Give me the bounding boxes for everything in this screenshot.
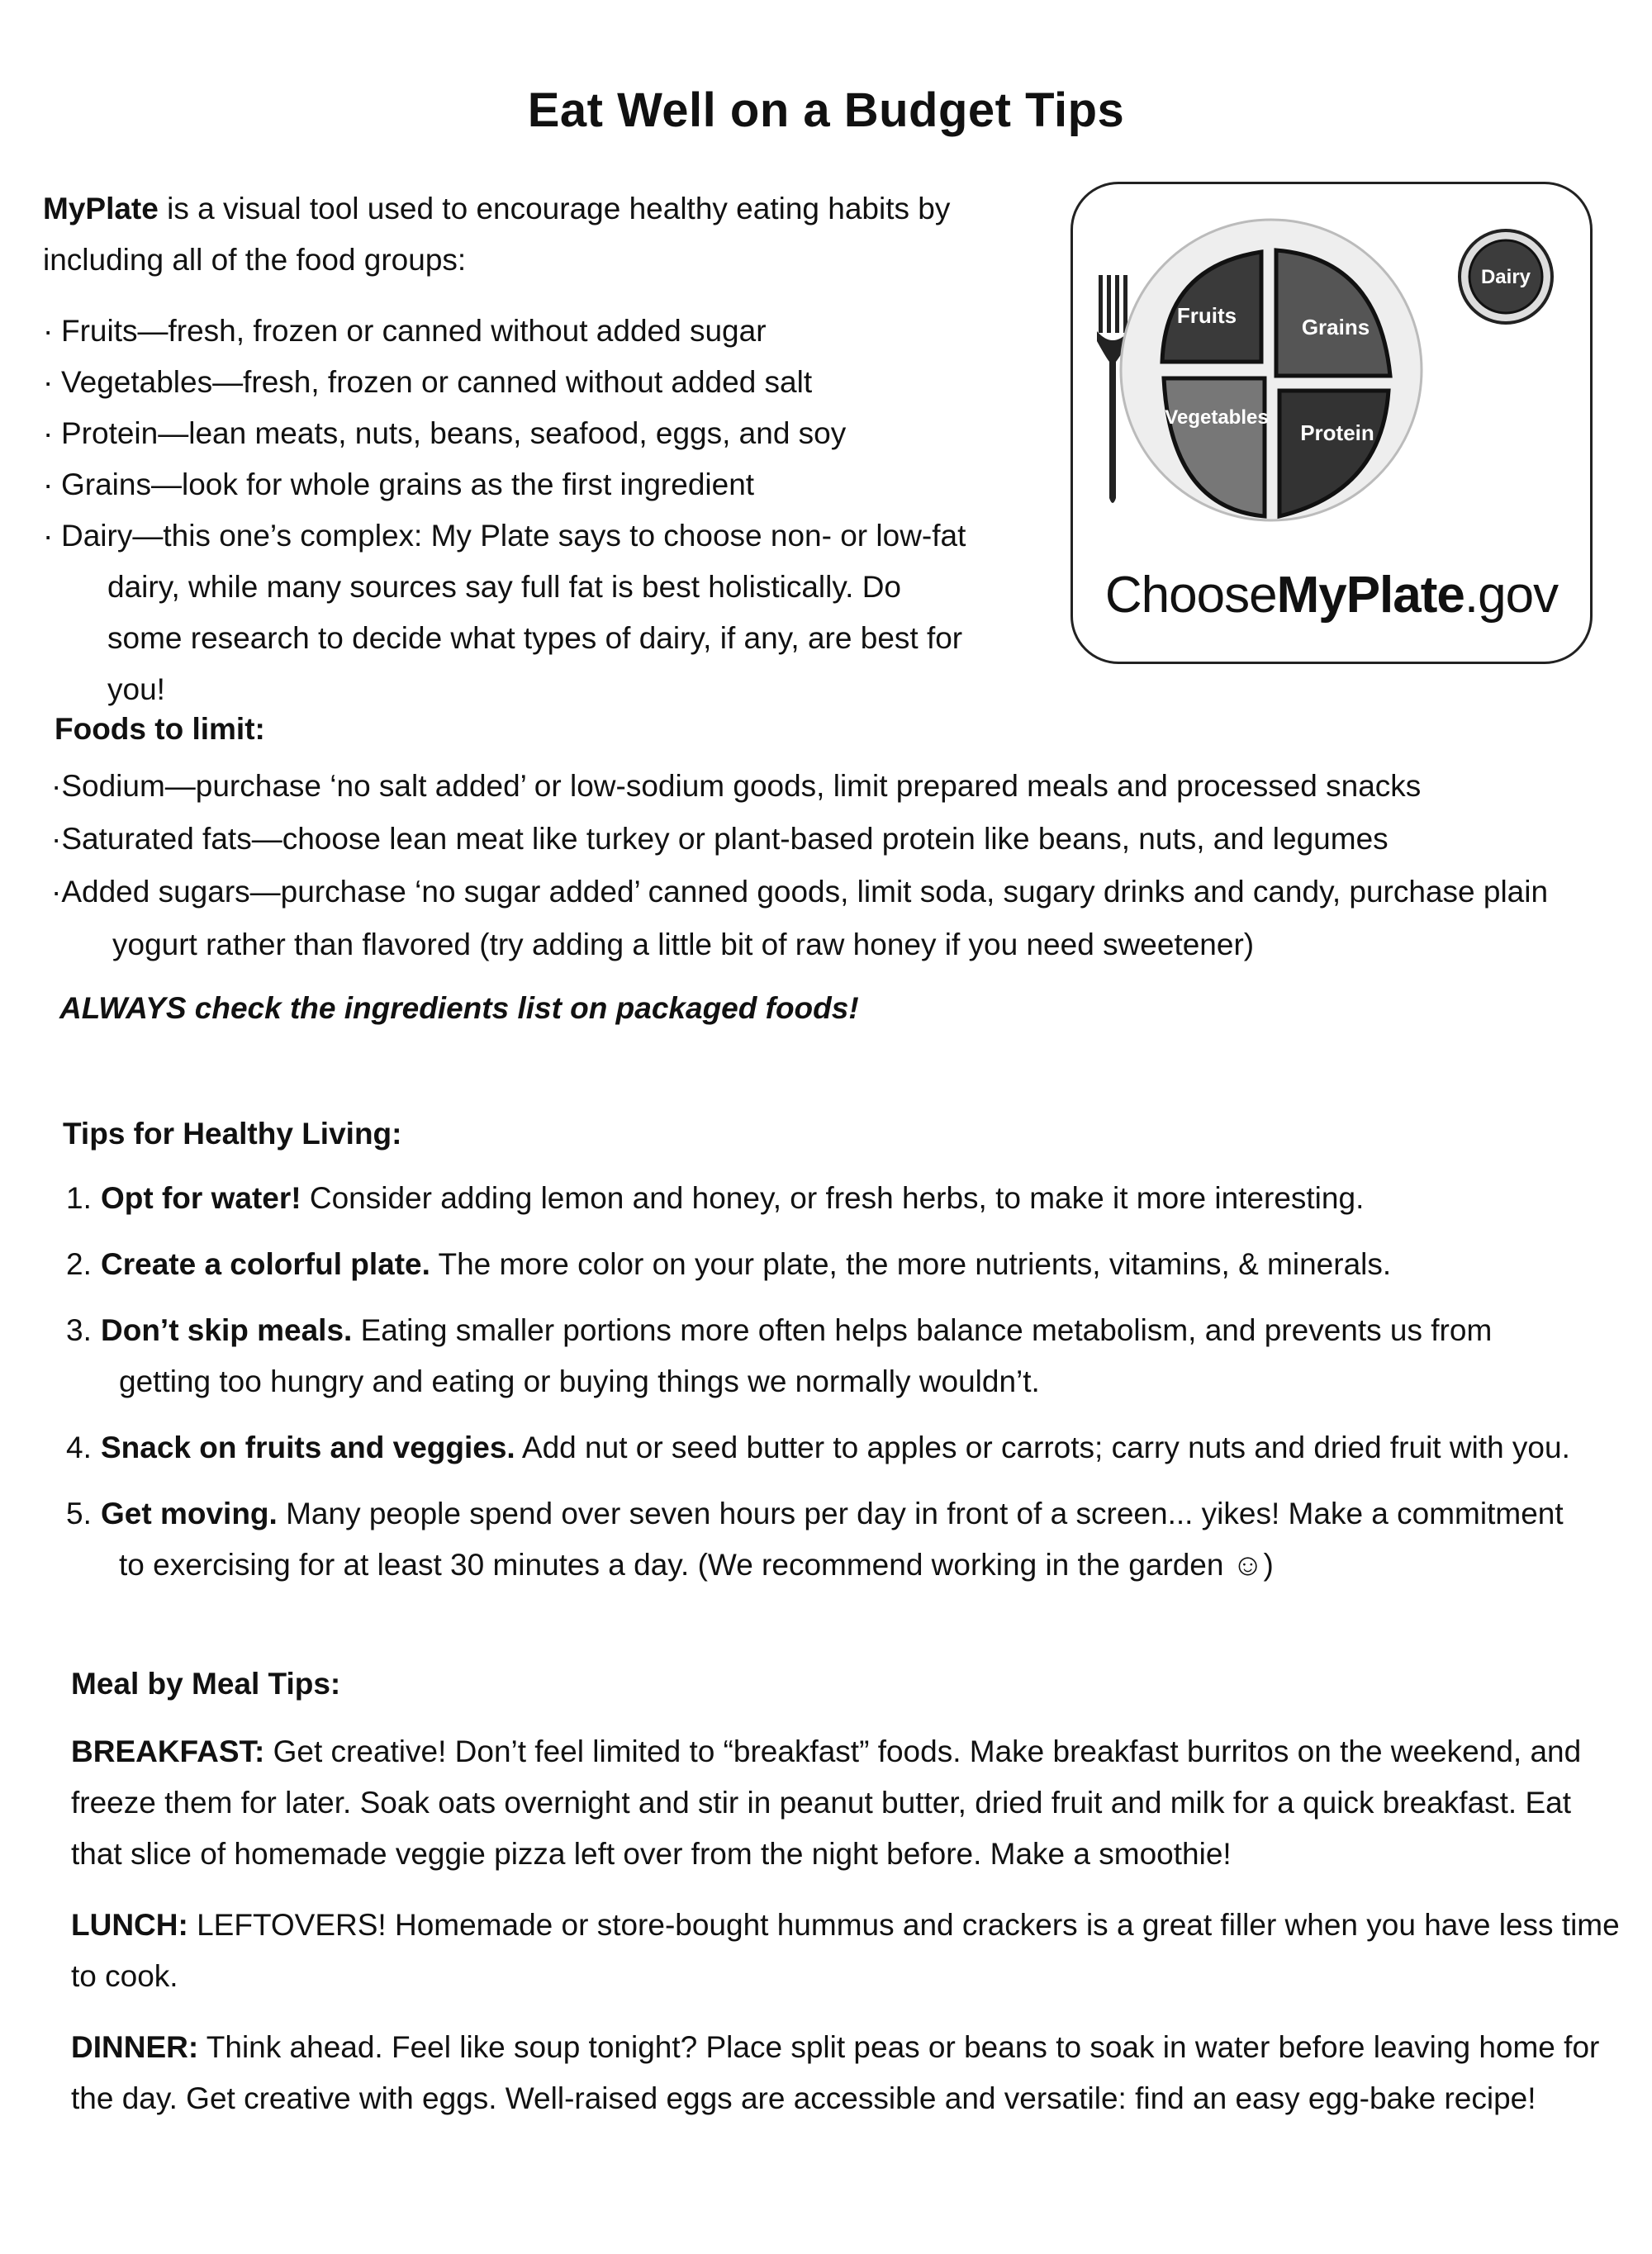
tip-item: 3. Don’t skip meals. Eating smaller portions more often helps balance metabolism, and prevents us from getting too hungry and eating or buying things we normally wouldn’t. <box>66 1313 1493 1398</box>
food-group-item: · Vegetables—fresh, frozen or canned without added salt <box>43 365 813 399</box>
meal-tips-heading: Meal by Meal Tips: <box>71 1667 341 1701</box>
foods-to-limit-heading: Foods to limit: <box>55 712 265 746</box>
dinner-tip: DINNER: Think ahead. Feel like soup tonight? Place split peas or beans to soak in water before leaving home for the day. Get creative with eggs. Well-raised eggs are accessible and versatile: find an easy egg-bake recipe! <box>71 2030 1600 2115</box>
limit-item: ·Added sugars—purchase ‘no sugar added’ canned goods, limit soda, sugary drinks and candy, purchase plain <box>51 875 1549 909</box>
food-group-item-continued: dairy, while many sources say full fat is best holistically. Do some research to decide what types of dairy, if any, are best for you! <box>107 570 963 706</box>
fruits-label: Fruits <box>1176 303 1237 328</box>
protein-label: Protein <box>1300 420 1374 445</box>
page-title: Eat Well on a Budget Tips <box>527 83 1125 137</box>
tip-item: 1. Opt for water! Consider adding lemon and honey, or fresh herbs, to make it more interesting. <box>66 1181 1365 1215</box>
food-group-list <box>43 306 1034 715</box>
myplate-logo <box>1070 182 1593 664</box>
foods-to-limit-list <box>51 760 1621 971</box>
intro-brand: MyPlate <box>43 192 159 225</box>
food-group-item: · Fruits—fresh, frozen or canned without added sugar <box>43 314 767 348</box>
limit-item: ·Sodium—purchase ‘no salt added’ or low-sodium goods, limit prepared meals and processed snacks <box>51 769 1422 803</box>
food-group-item: · Dairy—this one’s complex: My Plate says to choose non- or low-fat <box>43 519 966 553</box>
limit-item: ·Saturated fats—choose lean meat like turkey or plant-based protein like beans, nuts, and legumes <box>51 822 1389 856</box>
intro-paragraph <box>43 183 1018 286</box>
myplate-site-url: ChooseMyPlate.gov <box>1104 567 1559 624</box>
limit-item-continued: yogurt rather than flavored (try adding a little bit of raw honey if you need sweetener) <box>112 928 1255 961</box>
ingredients-note: ALWAYS check the ingredients list on packaged foods! <box>59 991 859 1025</box>
lunch-tip: LUNCH: LEFTOVERS! Homemade or store-bought hummus and crackers is a great filler when you have less time to cook. <box>71 1908 1620 1993</box>
tip-item: 2. Create a colorful plate. The more color on your plate, the more nutrients, vitamins, & minerals. <box>66 1247 1392 1281</box>
vegetables-section-icon <box>1164 378 1265 516</box>
intro-text: is a visual tool used to encourage healthy eating habits by including all of the food groups: <box>43 192 951 277</box>
breakfast-tip: BREAKFAST: Get creative! Don’t feel limited to “breakfast” foods. Make breakfast burritos on the weekend, and freeze them for later. Soak oats overnight and stir in peanut butter, dried fruit and milk for a quick breakfast. Eat that slice of homemade veggie pizza left over from the night before. Make a smoothie! <box>71 1734 1582 1871</box>
tip-item: 4. Snack on fruits and veggies. Add nut or seed butter to apples or carrots; carry nuts and dried fruit with you. <box>66 1431 1570 1464</box>
meal-tips <box>71 1726 1624 2144</box>
vegetables-label: Vegetables <box>1165 406 1269 429</box>
tip-item: 5. Get moving. Many people spend over seven hours per day in front of a screen... yikes! Make a commitment to exercising for at least 30 minutes a day. (We recommend working in the garden ☺) <box>66 1497 1564 1582</box>
healthy-living-list <box>66 1173 1635 1606</box>
food-group-item: · Grains—look for whole grains as the first ingredient <box>43 467 755 501</box>
food-group-item: · Protein—lean meats, nuts, beans, seafood, eggs, and soy <box>43 416 847 450</box>
dairy-label: Dairy <box>1480 266 1531 288</box>
healthy-living-heading: Tips for Healthy Living: <box>63 1117 402 1151</box>
grains-label: Grains <box>1301 315 1370 339</box>
